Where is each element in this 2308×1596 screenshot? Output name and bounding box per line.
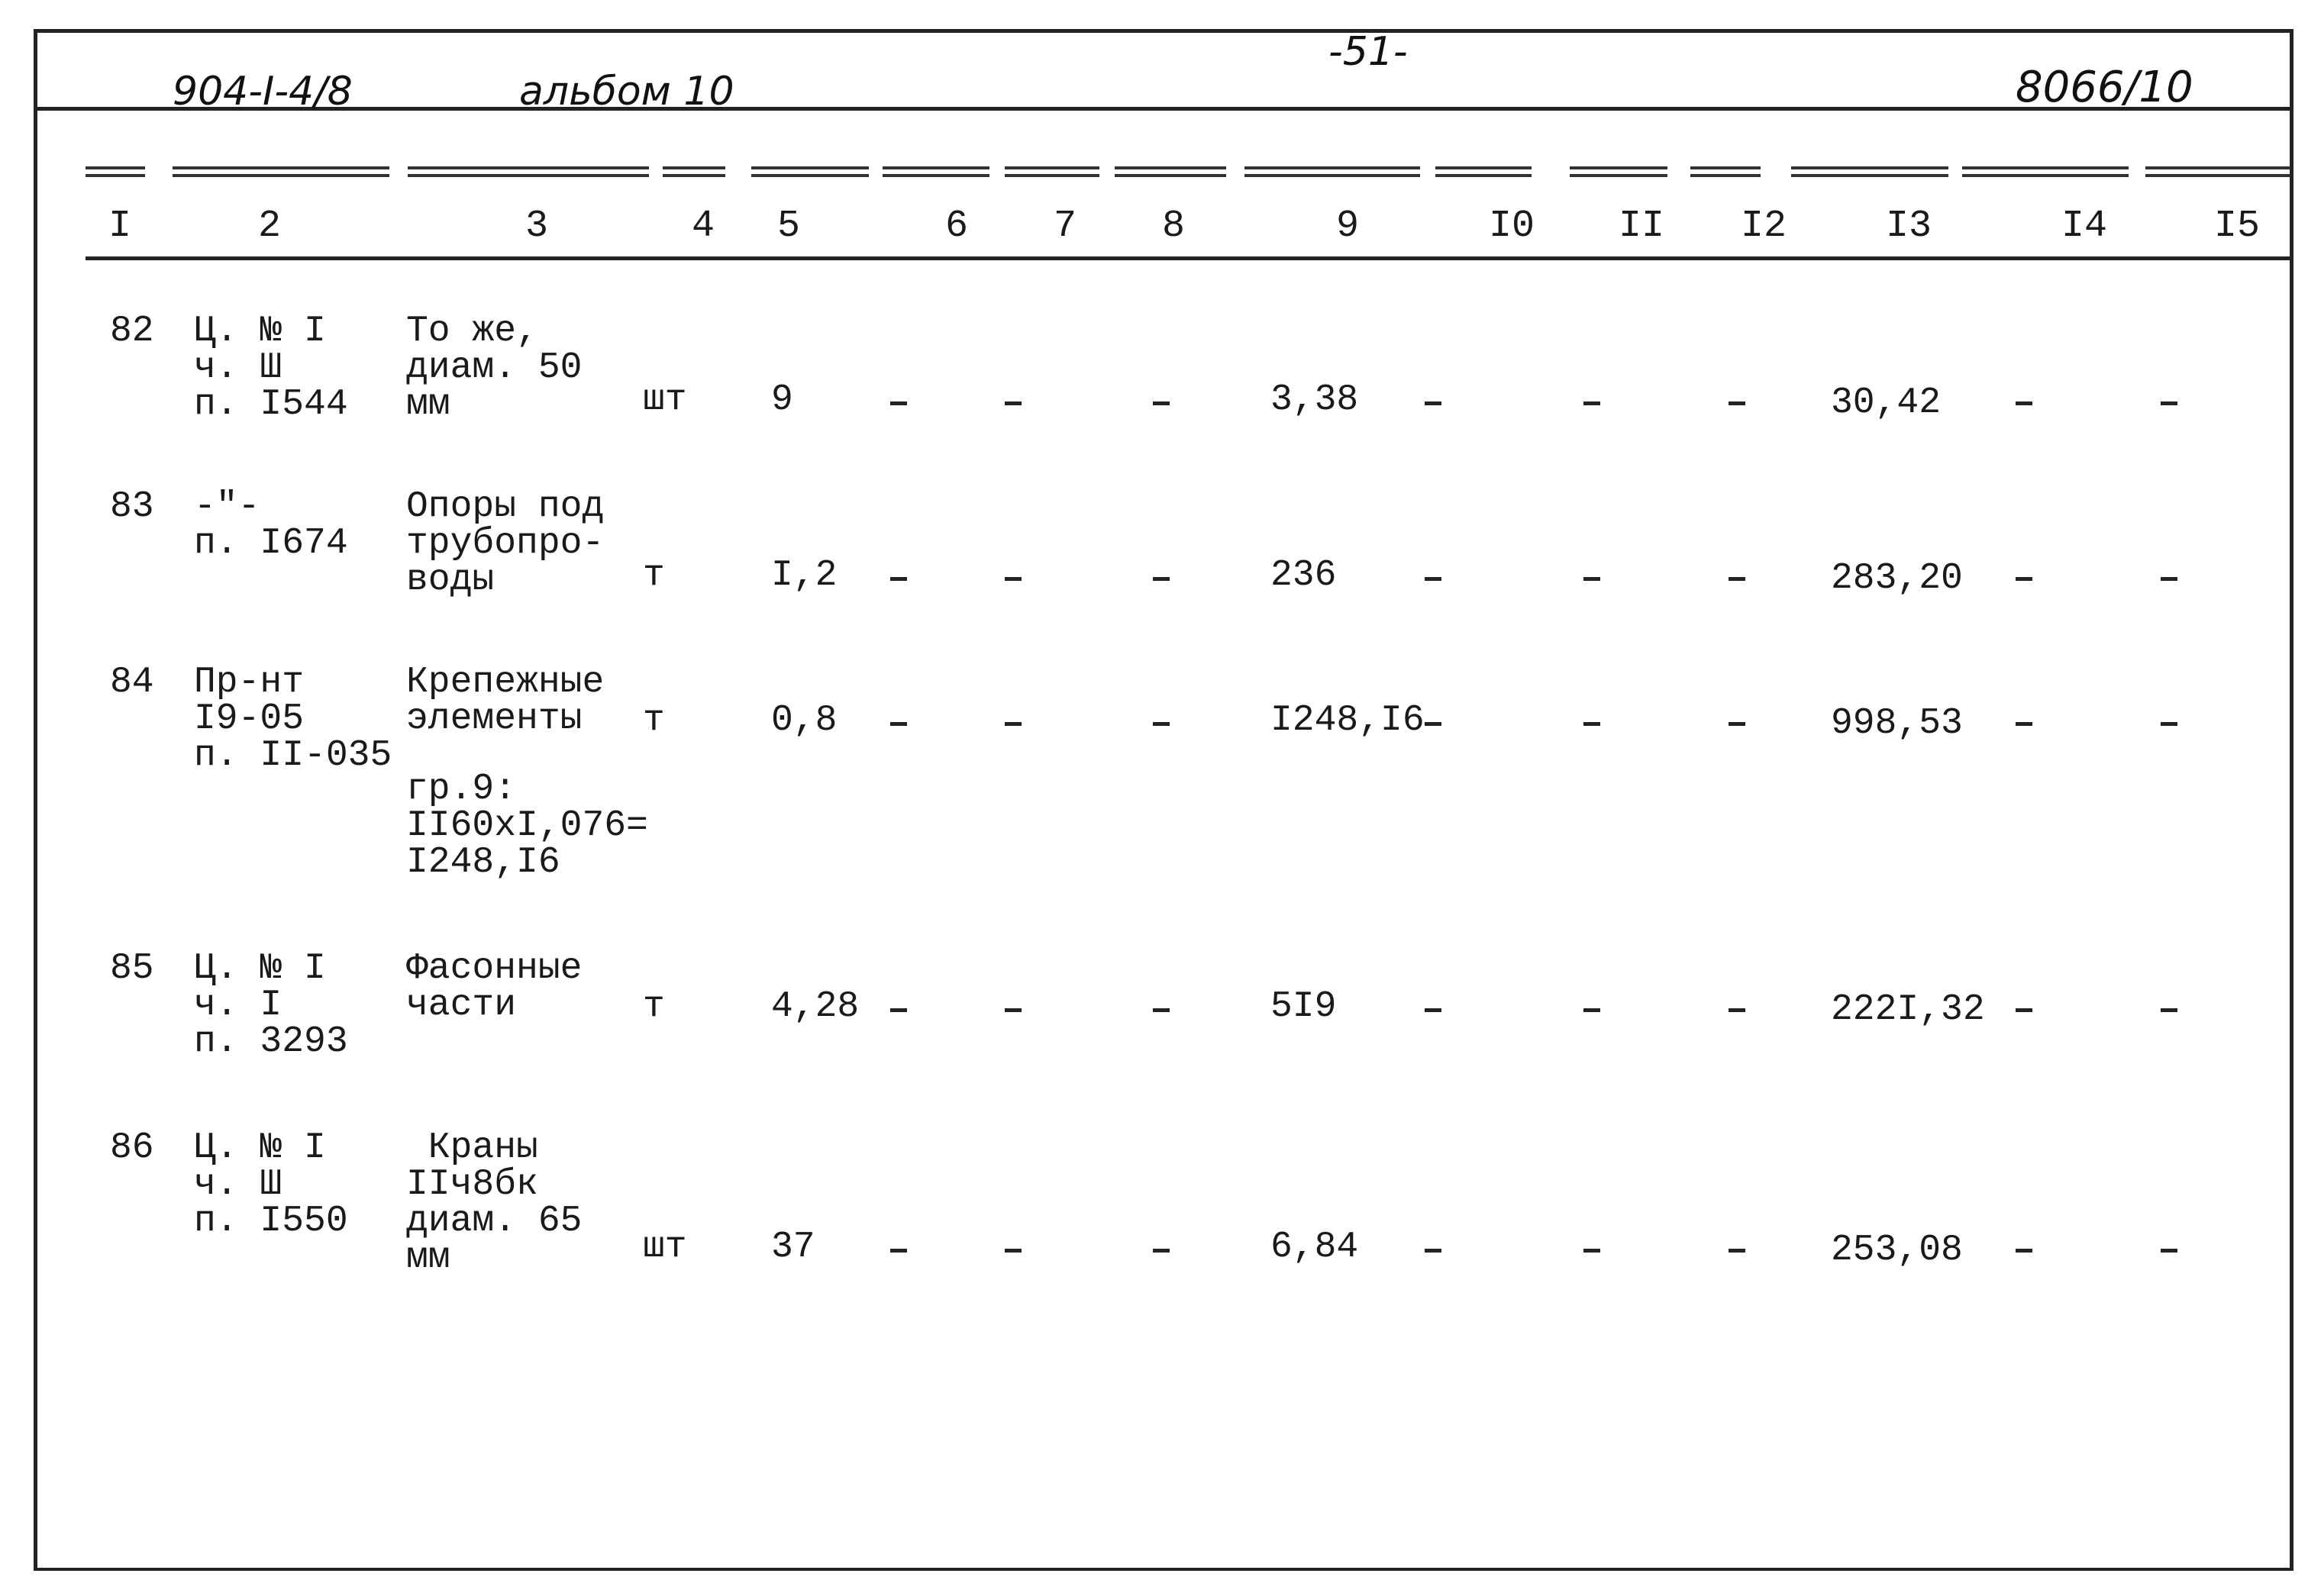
column-number: I5 <box>2214 205 2261 248</box>
column-separator-dash <box>2145 174 2290 177</box>
source-reference: Ц. № I ч. Ш п. I544 <box>194 311 348 425</box>
column-separator-dash <box>1115 174 1226 177</box>
row-number: 84 <box>110 662 154 703</box>
empty-value-dash <box>1153 722 1170 726</box>
column-separator-dash <box>751 174 869 177</box>
empty-value-dash <box>1729 1008 1745 1012</box>
column-separator-dash <box>1791 174 1948 177</box>
empty-value-dash <box>1153 1249 1170 1253</box>
unit: т <box>643 555 665 596</box>
column-separator-dash <box>1244 174 1420 177</box>
empty-value-dash <box>1583 1249 1600 1253</box>
column-separator-dash <box>1690 166 1761 169</box>
calc-note: гр.9: II60xI,076= I248,I6 <box>406 769 648 883</box>
column-number: 5 <box>777 205 801 248</box>
total-cost: 30,42 <box>1831 382 1942 424</box>
column-separator-dash <box>1005 174 1099 177</box>
empty-value-dash <box>1425 1008 1441 1012</box>
sheet-code: 8066/10 <box>2016 63 2193 112</box>
column-number: I2 <box>1741 205 1787 248</box>
column-separator-dash <box>86 166 145 169</box>
unit: т <box>643 986 665 1027</box>
empty-value-dash <box>890 1249 907 1253</box>
column-separator-dash <box>1435 166 1532 169</box>
empty-value-dash <box>1583 722 1600 726</box>
empty-value-dash <box>890 401 907 405</box>
row-number: 86 <box>110 1127 154 1169</box>
empty-value-dash <box>1425 401 1441 405</box>
empty-value-dash <box>890 722 907 726</box>
column-header-rule <box>86 256 2292 260</box>
column-number: 6 <box>945 205 969 248</box>
column-separator-dash <box>883 174 989 177</box>
column-number: I4 <box>2061 205 2108 248</box>
column-number: 2 <box>258 205 282 248</box>
empty-value-dash <box>2161 1008 2177 1012</box>
unit-price: I248,I6 <box>1270 700 1425 741</box>
quantity: 9 <box>771 379 793 421</box>
empty-value-dash <box>1729 577 1745 581</box>
total-cost: 998,53 <box>1831 703 1963 744</box>
unit-price: 3,38 <box>1270 379 1359 421</box>
row-number: 85 <box>110 948 154 989</box>
empty-value-dash <box>2161 1249 2177 1253</box>
total-cost: 253,08 <box>1831 1230 1963 1271</box>
column-number: 9 <box>1336 205 1360 248</box>
item-name: Фасонные части <box>406 948 583 1026</box>
column-separator-dash <box>2145 166 2290 169</box>
item-name: Опоры под трубопро- воды <box>406 486 605 601</box>
empty-value-dash <box>1153 577 1170 581</box>
empty-value-dash <box>2161 401 2177 405</box>
empty-value-dash <box>890 577 907 581</box>
column-number: 3 <box>525 205 549 248</box>
empty-value-dash <box>1583 1008 1600 1012</box>
empty-value-dash <box>2016 577 2032 581</box>
column-separator-dash <box>1435 174 1532 177</box>
column-number: I0 <box>1489 205 1535 248</box>
row-number: 83 <box>110 486 154 527</box>
empty-value-dash <box>1425 1249 1441 1253</box>
empty-value-dash <box>2016 1008 2032 1012</box>
document-code: 904-I-4/8 <box>173 69 353 114</box>
empty-value-dash <box>1005 1249 1022 1253</box>
item-name: Крепежные элементы <box>406 662 605 740</box>
page-number: -51- <box>1328 29 1408 75</box>
row-number: 82 <box>110 311 154 352</box>
column-separator-dash <box>408 174 649 177</box>
column-separator-dash <box>883 166 989 169</box>
total-cost: 222I,32 <box>1831 989 1985 1030</box>
column-number: I3 <box>1886 205 1932 248</box>
column-separator-dash <box>1570 174 1667 177</box>
empty-value-dash <box>1729 1249 1745 1253</box>
column-separator-dash <box>1791 166 1948 169</box>
empty-value-dash <box>1005 1008 1022 1012</box>
empty-value-dash <box>1153 1008 1170 1012</box>
source-reference: Ц. № I ч. I п. 3293 <box>194 948 348 1062</box>
column-separator-dash <box>1005 166 1099 169</box>
album-label: альбом 10 <box>519 69 734 114</box>
column-separator-dash <box>1115 166 1226 169</box>
column-number: 8 <box>1162 205 1186 248</box>
unit-price: 5I9 <box>1270 986 1337 1027</box>
page-frame <box>34 29 2293 1571</box>
source-reference: Пр-нт I9-05 п. II-035 <box>194 662 392 776</box>
empty-value-dash <box>1729 401 1745 405</box>
column-separator-dash <box>408 166 649 169</box>
quantity: 37 <box>771 1227 815 1268</box>
unit-price: 6,84 <box>1270 1227 1359 1268</box>
empty-value-dash <box>1005 722 1022 726</box>
empty-value-dash <box>1005 401 1022 405</box>
empty-value-dash <box>1005 577 1022 581</box>
total-cost: 283,20 <box>1831 558 1963 599</box>
column-separator-dash <box>173 174 389 177</box>
item-name: Краны IIч8бк диам. 65 мм <box>406 1127 583 1278</box>
column-separator-dash <box>173 166 389 169</box>
empty-value-dash <box>1425 577 1441 581</box>
item-name: То же, диам. 50 мм <box>406 311 583 425</box>
unit: шт <box>643 379 687 421</box>
column-number: 4 <box>692 205 715 248</box>
column-number: 7 <box>1054 205 1077 248</box>
unit: шт <box>643 1227 687 1268</box>
column-separator-dash <box>1690 174 1761 177</box>
empty-value-dash <box>2016 401 2032 405</box>
empty-value-dash <box>1583 577 1600 581</box>
empty-value-dash <box>890 1008 907 1012</box>
unit: т <box>643 700 665 741</box>
column-separator-dash <box>1962 166 2129 169</box>
column-separator-dash <box>751 166 869 169</box>
empty-value-dash <box>1583 401 1600 405</box>
column-separator-dash <box>1570 166 1667 169</box>
source-reference: -"- п. I674 <box>194 486 348 564</box>
column-separator-dash <box>86 174 145 177</box>
empty-value-dash <box>2161 722 2177 726</box>
header-rule <box>34 107 2293 111</box>
empty-value-dash <box>1153 401 1170 405</box>
column-separator-dash <box>1962 174 2129 177</box>
empty-value-dash <box>2161 577 2177 581</box>
column-number: I <box>108 205 132 248</box>
quantity: 4,28 <box>771 986 860 1027</box>
quantity: 0,8 <box>771 700 838 741</box>
empty-value-dash <box>1425 722 1441 726</box>
unit-price: 236 <box>1270 555 1337 596</box>
empty-value-dash <box>2016 722 2032 726</box>
empty-value-dash <box>2016 1249 2032 1253</box>
column-number: II <box>1619 205 1665 248</box>
quantity: I,2 <box>771 555 838 596</box>
column-separator-dash <box>663 174 725 177</box>
column-separator-dash <box>1244 166 1420 169</box>
source-reference: Ц. № I ч. Ш п. I550 <box>194 1127 348 1242</box>
column-separator-dash <box>663 166 725 169</box>
empty-value-dash <box>1729 722 1745 726</box>
